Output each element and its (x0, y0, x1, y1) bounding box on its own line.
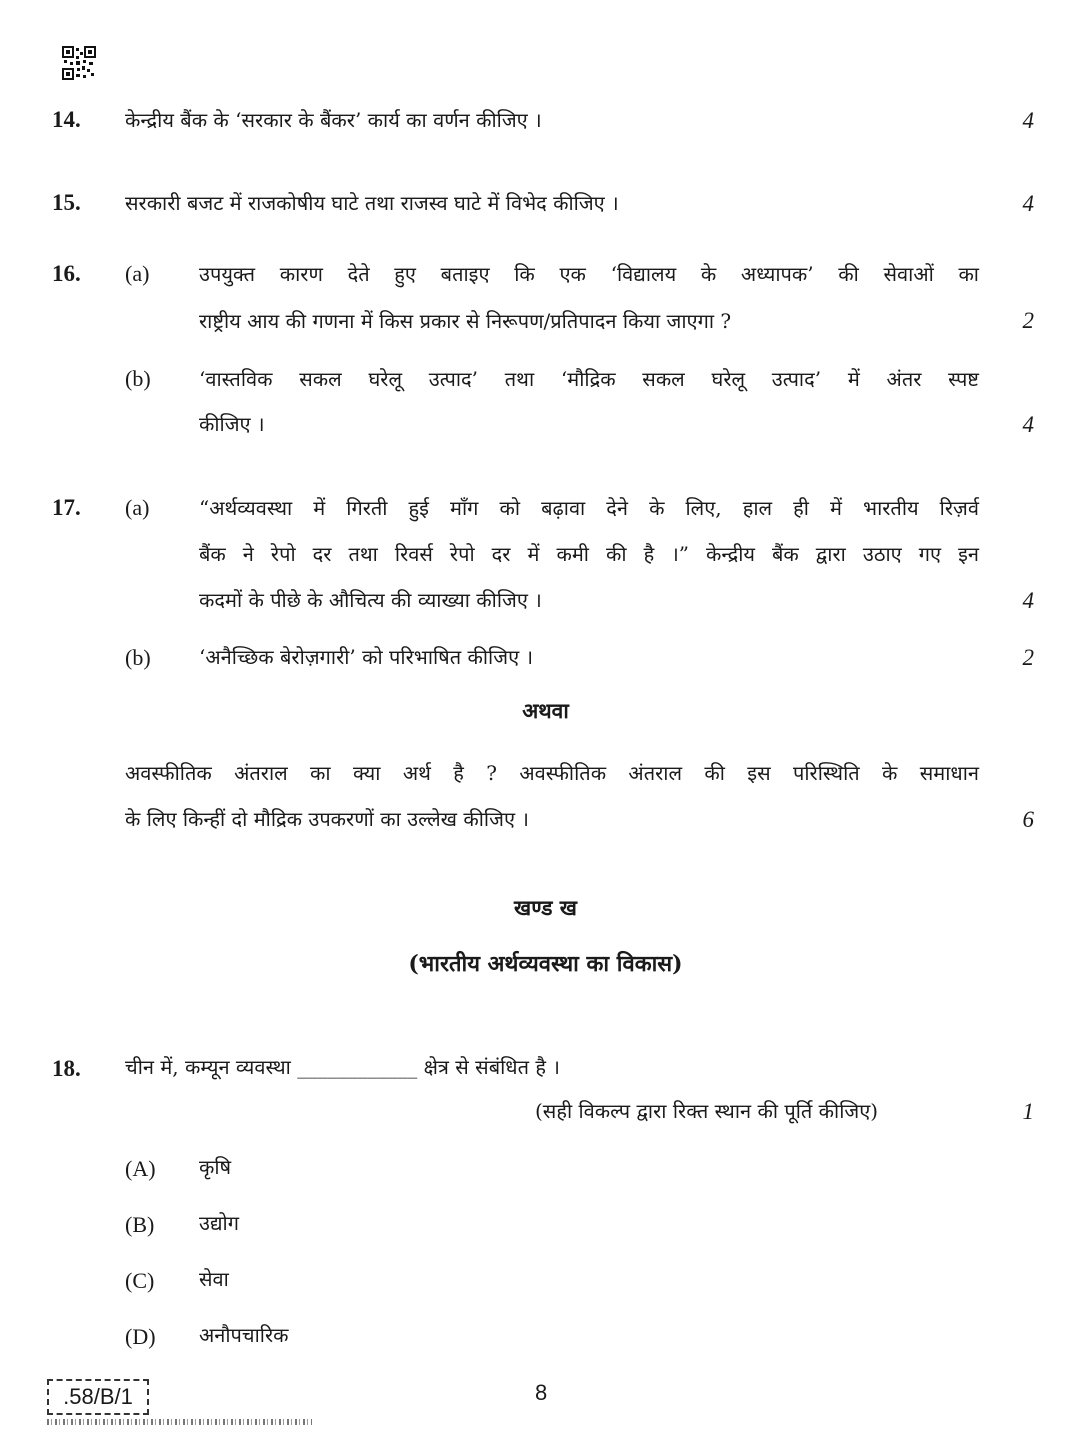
option-text: उद्योग (199, 1211, 239, 1235)
question-marks: 4 (1022, 191, 1034, 216)
or-label: अथवा (522, 698, 569, 723)
option-label: (A) (125, 1156, 156, 1181)
subpart-text: बैंक ने रेपो दर तथा रिवर्स रेपो दर में कमी की है ।” केन्द्रीय बैंक द्वारा उठाए गए इन (199, 542, 979, 566)
option-text: कृषि (199, 1155, 232, 1179)
question-text-before: चीन में, कम्यून व्यवस्था (125, 1055, 291, 1079)
question-marks: 1 (1022, 1099, 1034, 1124)
subpart-text: “अर्थव्यवस्था में गिरती हुई माँग को बढ़ावा देने के लिए, हाल ही में भारतीय रिज़र्व (199, 496, 979, 520)
fill-blank: ____________ (297, 1055, 418, 1079)
subpart-label: (b) (125, 645, 151, 670)
question-instruction: (सही विकल्प द्वारा रिक्त स्थान की पूर्ति कीजिए) (535, 1099, 879, 1123)
subpart-text: उपयुक्त कारण देते हुए बताइए कि एक ‘विद्यालय के अध्यापक’ की सेवाओं का (199, 262, 979, 286)
subpart-text: कीजिए । (199, 412, 265, 436)
question-marks: 4 (1022, 108, 1034, 133)
question-number: 16. (52, 261, 81, 286)
qr-code-icon (62, 46, 96, 80)
question-text: केन्द्रीय बैंक के ‘सरकार के बैंकर’ कार्य का वर्णन कीजिए । (125, 108, 542, 132)
question-number: 17. (52, 495, 81, 520)
section-subtitle: (भारतीय अर्थव्यवस्था का विकास) (408, 951, 683, 977)
option-text: अनौपचारिक (199, 1323, 289, 1347)
subpart-marks: 2 (1022, 308, 1034, 333)
option-label: (B) (125, 1212, 155, 1237)
subpart-text: राष्ट्रीय आय की गणना में किस प्रकार से निरूपण/प्रतिपादन किया जाएगा ? (199, 309, 732, 333)
question-text-after: क्षेत्र से संबंधित है । (423, 1055, 560, 1079)
subpart-text: ‘वास्तविक सकल घरेलू उत्पाद’ तथा ‘मौद्रिक सकल घरेलू उत्पाद’ में अंतर स्पष्ट (199, 367, 979, 391)
subpart-marks: 4 (1022, 412, 1034, 437)
question-number: 14. (52, 107, 81, 132)
paper-code: .58/B/1 (47, 1379, 149, 1415)
option-text: सेवा (199, 1267, 229, 1291)
subpart-label: (a) (125, 261, 150, 286)
subpart-text: कदमों के पीछे के औचित्य की व्याख्या कीजिए । (199, 588, 542, 612)
question-text (125, 1054, 560, 1080)
subpart-marks: 4 (1022, 588, 1034, 613)
section-title: खण्ड ख (514, 895, 577, 920)
question-text: सरकारी बजट में राजकोषीय घाटे तथा राजस्व घाटे में विभेद कीजिए । (125, 191, 619, 215)
barcode-strip (47, 1419, 312, 1425)
alternative-text: के लिए किन्हीं दो मौद्रिक उपकरणों का उल्लेख कीजिए । (125, 807, 529, 831)
question-number: 15. (52, 190, 81, 215)
option-label: (D) (125, 1324, 156, 1349)
page-number: 8 (535, 1380, 548, 1405)
alternative-text: अवस्फीतिक अंतराल का क्या अर्थ है ? अवस्फीतिक अंतराल की इस परिस्थिति के समाधान (125, 761, 979, 785)
question-number: 18. (52, 1056, 81, 1081)
subpart-text: ‘अनैच्छिक बेरोज़गारी’ को परिभाषित कीजिए । (199, 645, 534, 669)
alternative-marks: 6 (1022, 807, 1034, 832)
option-label: (C) (125, 1268, 155, 1293)
subpart-label: (a) (125, 495, 150, 520)
subpart-label: (b) (125, 366, 151, 391)
subpart-marks: 2 (1022, 645, 1034, 670)
